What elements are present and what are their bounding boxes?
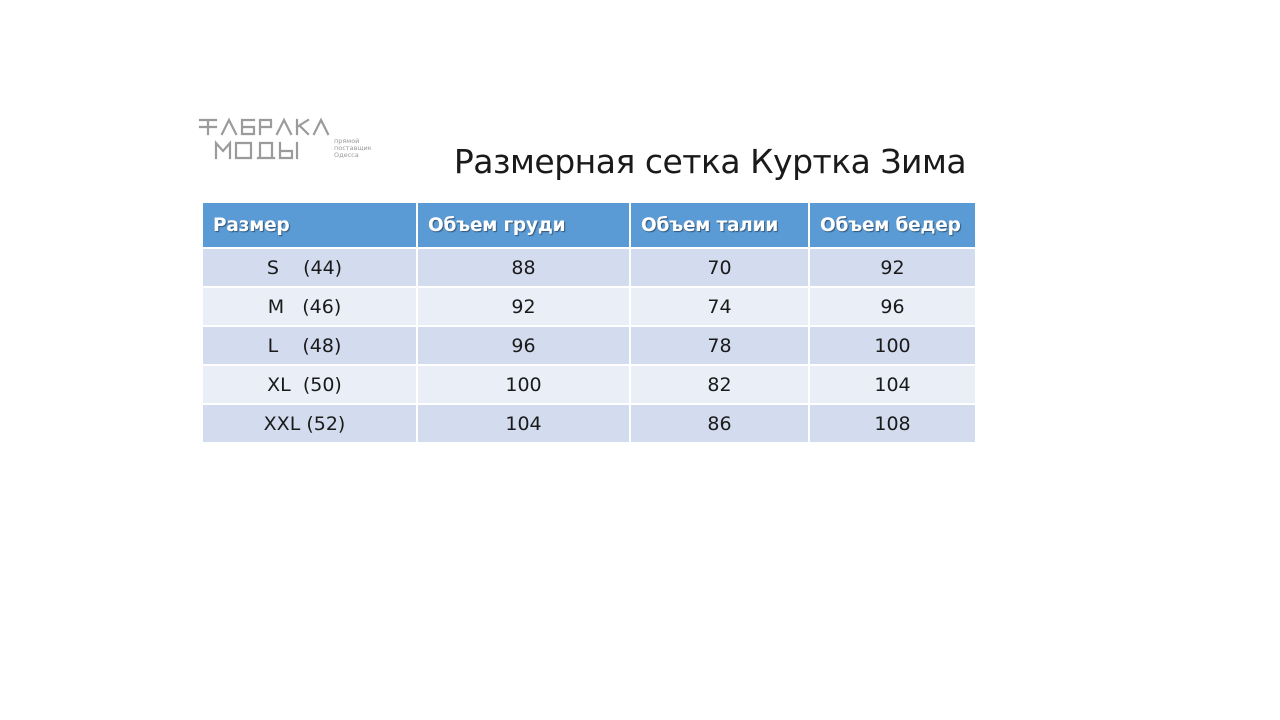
header-waist: Объем талии bbox=[630, 203, 809, 248]
hips-cell: 100 bbox=[809, 326, 975, 365]
hips-cell: 104 bbox=[809, 365, 975, 404]
size-cell: L (48) bbox=[203, 326, 417, 365]
table-row bbox=[203, 365, 975, 404]
table-row bbox=[203, 404, 975, 442]
waist-cell: 86 bbox=[630, 404, 809, 442]
size-cell: XL (50) bbox=[203, 365, 417, 404]
fabrika-mody-logo bbox=[196, 112, 391, 162]
hips-cell: 96 bbox=[809, 287, 975, 326]
logo-graphic bbox=[196, 112, 391, 162]
size-cell: XXL (52) bbox=[203, 404, 417, 442]
chest-cell: 96 bbox=[417, 326, 630, 365]
chest-cell: 88 bbox=[417, 248, 630, 287]
logo-subtitle-2: поставщик bbox=[334, 144, 372, 152]
size-cell: S (44) bbox=[203, 248, 417, 287]
logo-subtitle-3: Одесса bbox=[334, 151, 359, 159]
table-row bbox=[203, 326, 975, 365]
page-title: Размерная сетка Куртка Зима bbox=[453, 142, 967, 181]
waist-cell: 74 bbox=[630, 287, 809, 326]
size-chart-table bbox=[203, 203, 975, 442]
table-row bbox=[203, 287, 975, 326]
logo-subtitle-1: прямой bbox=[334, 137, 360, 145]
size-cell: M (46) bbox=[203, 287, 417, 326]
chest-cell: 100 bbox=[417, 365, 630, 404]
header-chest: Объем груди bbox=[417, 203, 630, 248]
table-row bbox=[203, 248, 975, 287]
hips-cell: 92 bbox=[809, 248, 975, 287]
chest-cell: 104 bbox=[417, 404, 630, 442]
hips-cell: 108 bbox=[809, 404, 975, 442]
chest-cell: 92 bbox=[417, 287, 630, 326]
waist-cell: 78 bbox=[630, 326, 809, 365]
waist-cell: 82 bbox=[630, 365, 809, 404]
header-hips: Объем бедер bbox=[809, 203, 975, 248]
table-header-row bbox=[203, 203, 975, 248]
waist-cell: 70 bbox=[630, 248, 809, 287]
header-size: Размер bbox=[203, 203, 417, 248]
